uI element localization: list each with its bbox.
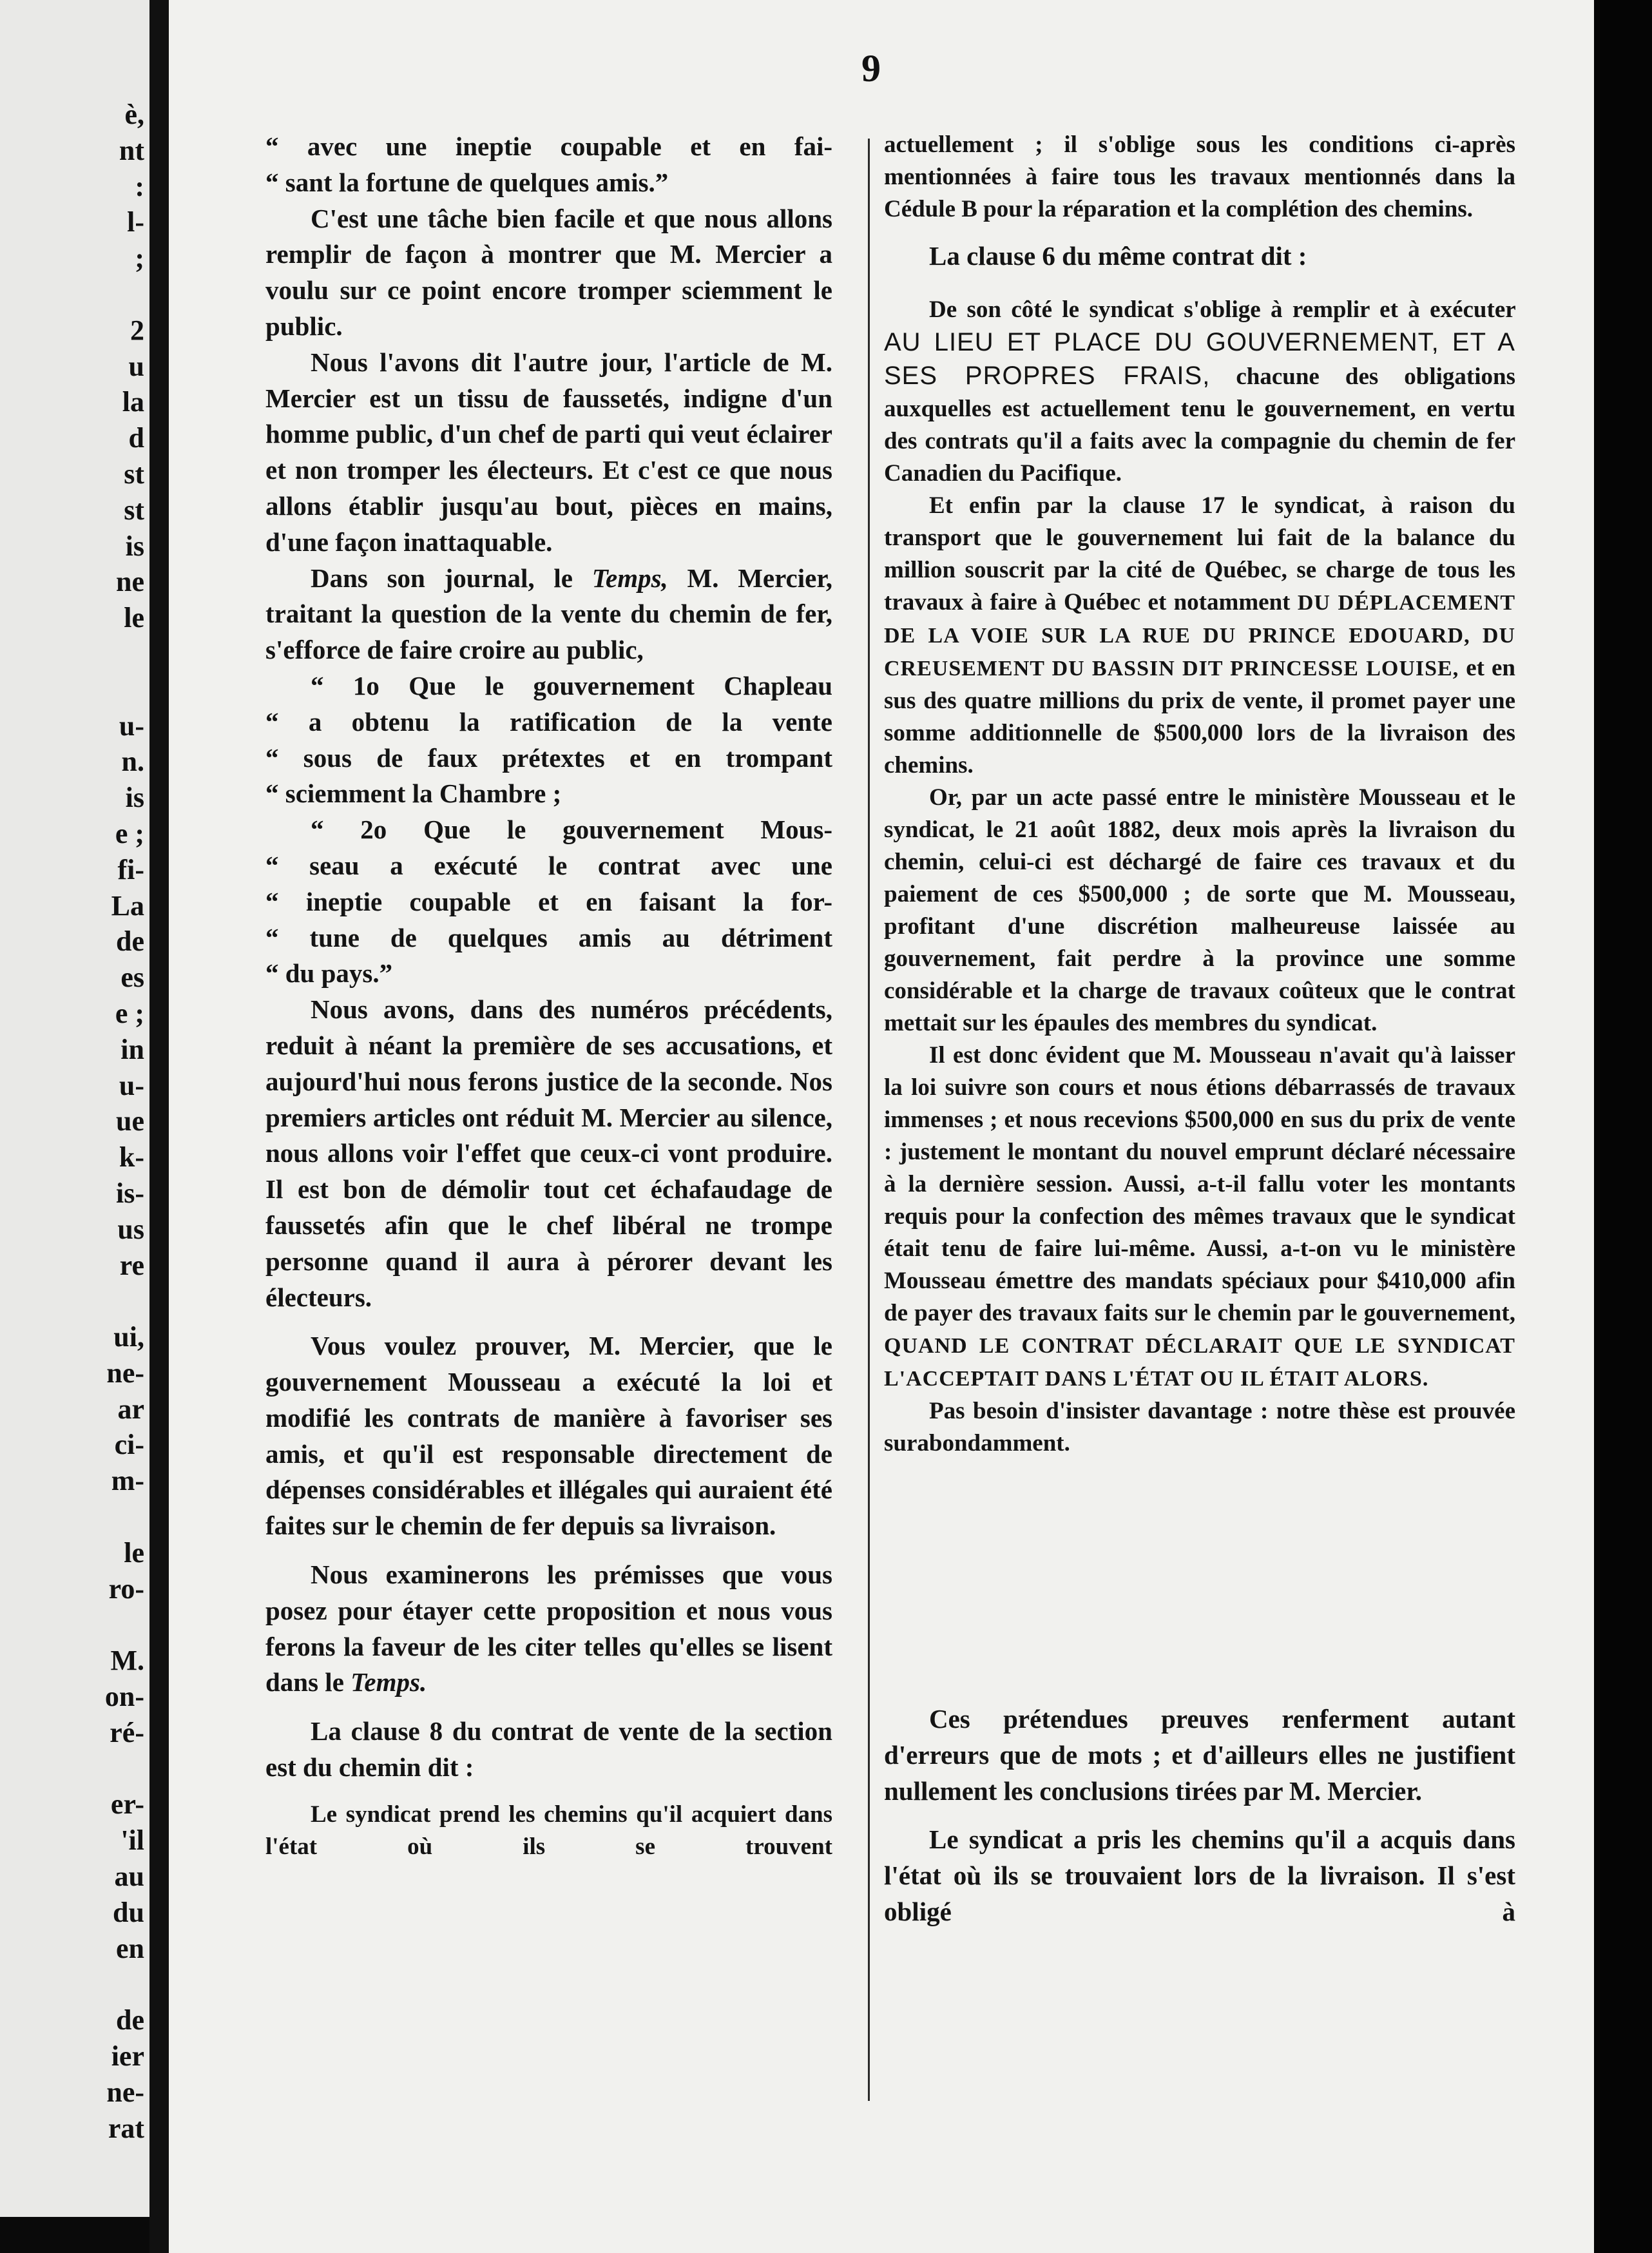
facing-page-fragment: le [124,1536,144,1569]
facing-page-fragment: ré- [110,1716,144,1748]
facing-page-fragment: : [135,170,144,202]
quote-line: “ tune de quelques amis au détriment [265,922,832,952]
clause-emphasis: QUAND LE CONTRAT DÉCLARAIT QUE LE SYNDICAT L'ACCEPTAIT DANS L'ÉTAT OU IL ÉTAIT ALORS. [884,1333,1515,1391]
facing-page-fragment: M. [110,1645,144,1677]
facing-page-fragment: ; [135,242,144,275]
quote-line: “ 2o Que le gouvernement Mous- [311,815,832,845]
facing-page-fragment: u [128,350,144,382]
page-number: 9 [861,47,881,90]
quoted-clause: Pas besoin d'insister davantage : notre thèse est prouvée surabondamment. [884,1397,1515,1456]
paragraph [265,561,832,668]
clause-text: Et enfin par la clause 17 le syndicat, à raison du transport que le gouvernement lui fait de la balance du million souscrit par la cité de Québec, se charge de tous les travaux à faire à Québec et notamment [884,492,1515,615]
quote-line: “ sant la fortune de quelques amis.” [265,167,669,197]
quote-line: “ 1o Que le gouvernement Chapleau [311,670,832,701]
facing-page-fragment: de [116,2004,144,2036]
quote-line: “ seau a exécuté le contrat avec une [265,850,832,880]
paragraph: Nous avons, dans des numéros précédents, reduit à néant la première de ses accusations, et aujourd'hui nous ferons justice de la seconde. Nos premiers articles ont réduit M. Mercier au silence, nous allons voir l'effet que ceux-ci vont produire. Il est bon de démolir tout cet échafaudage de faussetés afin que le chef libéral ne trompe personne quand il aura à pérorer devant les électeurs. [265,994,832,1312]
facing-page-fragment: es [120,962,144,994]
facing-page-fragment: è, [124,99,144,130]
clause-text: De son côté le syndicat s'oblige à remplir et à exécuter [929,296,1515,323]
facing-page-fragment: de [116,925,144,958]
facing-page-fragment: d [128,422,144,454]
facing-page-fragment: u- [119,1069,144,1101]
paragraph [265,1557,832,1701]
paragraph-text: Nous examinerons les prémisses que vous posez pour étayer cette proposition et nous vous ferons la faveur de les citer telles qu'elles se lisent dans le [265,1560,832,1697]
facing-page-fragment: e ; [115,817,144,849]
facing-page-fragment: is- [116,1177,144,1209]
quote-line: “ sciemment la Chambre ; [265,778,562,809]
paragraph: Nous l'avons dit l'autre jour, l'article de M. Mercier est un tissu de faussetés, indigne d'un homme public, d'un chef de parti qui veut éclairer et non tromper les électeurs. Et c'est ce que nous allons établir jusqu'au bout, pièces en mains, d'une façon inattaquable. [265,347,832,557]
scan-shadow [1594,0,1652,2253]
binding-gutter [149,0,169,2253]
facing-page-fragment: en [116,1932,144,1964]
facing-page-fragment: e ; [115,997,144,1029]
column-rule [868,139,870,2101]
facing-page-fragment: l- [127,206,144,238]
clause-text: et en sus des quatre millions du prix de vente, il promet payer une somme additionnelle de $500,000 lors de la livraison des chemins. [884,654,1516,778]
quote-line: “ sous de faux prétextes et en trompant [265,742,832,773]
paragraph: Ces prétendues preuves renferment autant d'erreurs que de mots ; et d'ailleurs elles ne justifient nullement les conclusions tirées par M. Mercier. [884,1704,1515,1806]
newspaper-title: Temps. [351,1667,427,1697]
newspaper-title: Temps, [591,563,668,593]
paragraph-text: Dans son journal, le [311,563,573,593]
facing-page-fragment: in [120,1033,144,1065]
facing-page-fragment: us [117,1213,144,1245]
facing-page-fragment: ro- [108,1572,144,1605]
facing-page-fragment: ne- [106,2076,144,2108]
facing-page-fragment: is [125,530,144,562]
right-column-top [884,129,1515,1460]
facing-page-fragment [3,636,144,672]
facing-page-fragment [3,672,144,708]
facing-page-fragment: La [111,889,144,922]
facing-page-fragment: ci- [114,1429,144,1461]
quote-line: “ du pays.” [265,958,393,989]
facing-page-fragments [3,97,144,2146]
facing-page-fragment [3,276,144,313]
facing-page-fragment: re [119,1249,144,1281]
clause-text: Il est donc évident que M. Mousseau n'avait qu'à laisser la loi suivre son cours et nous étions débarrassés de travaux immenses ; et nous recevions $500,000 en sus du prix de vente : justement le montant du nouvel emprunt déclaré nécessaire à la dernière session. Aussi, a-t-il fallu voter les montants requis pour la confection des mêmes travaux que le syndicat était tenu de faire lui-même. Aussi, a-t-on vu le ministère Mousseau émettre des mandats spéciaux pour $410,000 afin de payer des travaux faits sur le chemin par le gouvernement, [884,1041,1515,1326]
facing-page-fragment: nt [119,134,144,166]
facing-page-fragment: du [113,1896,144,1928]
paragraph: La clause 8 du contrat de vente de la section est du chemin dit : [265,1716,832,1783]
quoted-clause: actuellement ; il s'oblige sous les conditions ci-après mentionnées à faire tous les travaux mentionnés dans la Cédule B pour la réparation et la complétion des chemins. [884,131,1515,222]
facing-page-fragment: is [125,782,144,814]
facing-page-fragment: rat [108,2112,144,2144]
facing-page-fragment [3,1966,144,2002]
quote-line: “ a obtenu la ratification de la vente [265,706,832,737]
facing-page-fragment: n. [121,746,144,778]
facing-page-fragment: ne- [106,1357,144,1389]
page [169,0,1594,2253]
quoted-clause: Or, par un acte passé entre le ministère Mousseau et le syndicat, le 21 août 1882, deux mois après la livraison du chemin, celui-ci est déchargé de faire ces travaux et du paiement de ces $500,000 ; de sorte que M. Mousseau, profitant d'une discrétion malheureuse laissée au gouvernement, fait perdre à la province une somme considérable et la charge de travaux coûteux que le contrat mettait sur les épaules des membres du syndicat. [884,784,1515,1036]
quote-line: “ ineptie coupable et en faisant la for- [265,886,832,916]
facing-page-fragment: au [114,1861,144,1893]
quoted-clause [884,294,1515,490]
facing-page-fragment: er- [110,1788,144,1821]
facing-page-edge [0,0,149,2217]
facing-page-fragment: st [124,458,144,490]
quoted-clause [884,1039,1515,1395]
facing-page-fragment: fi- [117,853,144,885]
paragraph: Le syndicat a pris les chemins qu'il a acquis dans l'état où ils se trouvaient lors de la livraison. Il s'est obligé à [884,1824,1515,1926]
facing-page-fragment: on- [104,1681,144,1713]
facing-page-fragment: le [124,602,144,634]
clause-emphasis: DU DÉPLACEMENT DE LA VOIE SUR LA RUE DU PRINCE EDOUARD, DU CREUSEMENT DU BASSIN DIT PRINCESSE LOUISE, [884,590,1515,681]
clause-text: chacune des obligations auxquelles est actuellement tenu le gouvernement, en vertu des contrats qu'il a faits avec la compagnie du chemin de fer Canadien du Pacifique. [884,363,1516,487]
facing-page-fragment [3,1283,144,1319]
facing-page-fragment: ier [111,2040,144,2073]
facing-page-fragment [3,1607,144,1643]
facing-page-fragment: 2 [130,314,144,346]
facing-page-fragment: 'il [120,1824,144,1857]
left-column [265,129,832,1863]
facing-page-fragment [3,1499,144,1535]
facing-page-fragment: u- [119,710,144,742]
paragraph: C'est une tâche bien facile et que nous allons remplir de façon à montrer que M. Mercier a voulu sur ce point encore tromper sciemment le public. [265,203,832,341]
quoted-clause [884,490,1515,782]
paragraph: La clause 6 du même contrat dit : [929,241,1307,271]
paragraph: Vous voulez prouver, M. Mercier, que le gouvernement Mousseau a exécuté la loi et modifié les contrats de manière à favoriser ses amis, et qu'il est responsable directement de dépenses considérables et illégales qui auraient été faites sur le chemin de fer depuis sa livraison. [265,1331,832,1541]
facing-page-fragment: ue [116,1105,144,1137]
quote-line: “ avec une ineptie coupable et en fai- [265,131,832,161]
facing-page-fragment: ne [116,566,144,598]
quoted-clause: Le syndicat prend les chemins qu'il acquiert dans l'état où ils se trouvent [265,1801,832,1860]
right-column-bottom [884,1701,1515,1930]
facing-page-fragment: ar [117,1393,144,1425]
paragraph-text: M. Mercier, traitant la question de la vente du chemin de fer, s'efforce de faire croire au public, [265,563,833,665]
facing-page-fragment: la [122,386,144,418]
facing-page-fragment: k- [119,1141,144,1174]
clause-emphasis: AU LIEU ET PLACE DU GOUVERNEMENT, ET A SES PROPRES FRAIS, [884,327,1515,390]
facing-page-fragment: m- [111,1465,144,1497]
facing-page-fragment [3,1751,144,1787]
facing-page-fragment: ui, [113,1321,144,1353]
facing-page-fragment: st [124,494,144,526]
